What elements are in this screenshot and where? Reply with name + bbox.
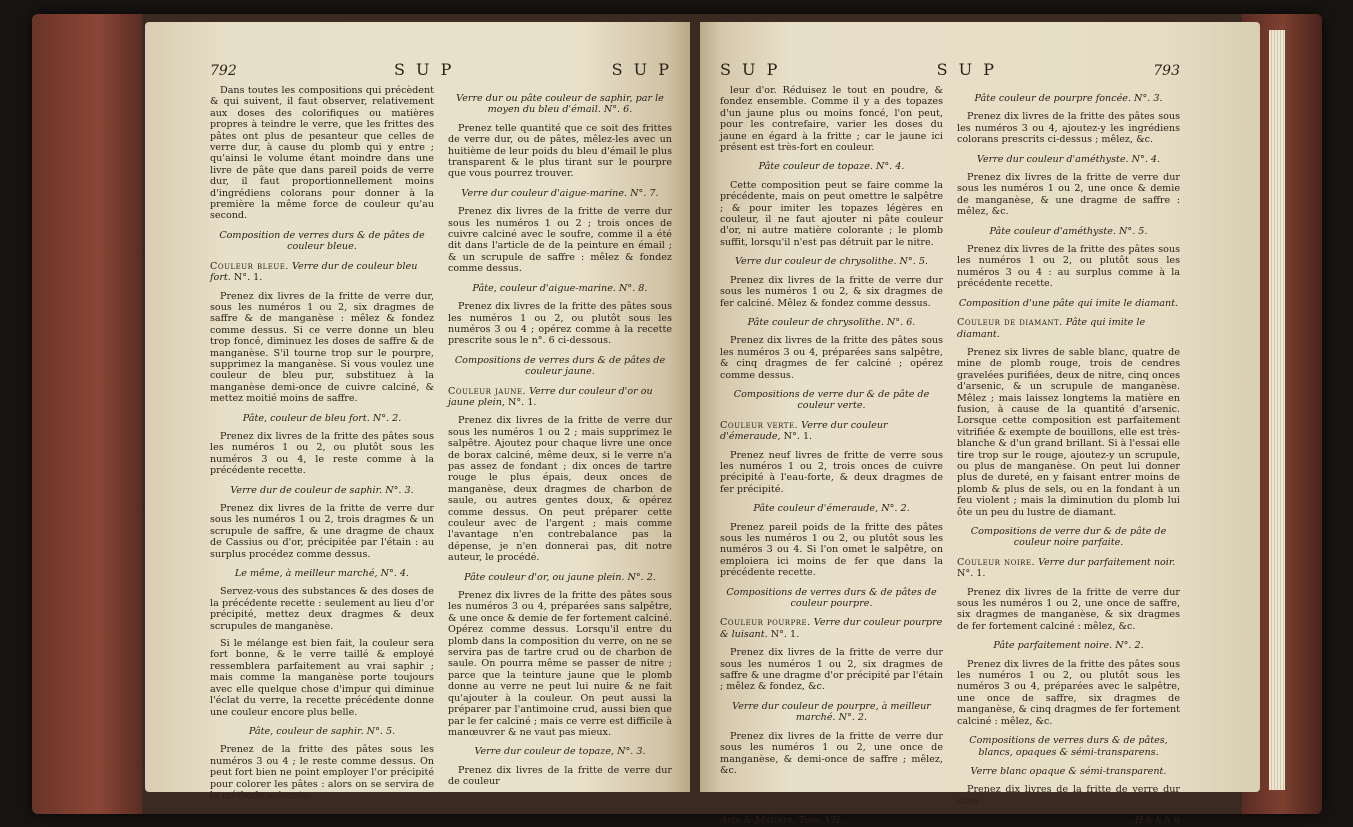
- paragraph: Prenez six livres de sable blanc, quatre de mine de plomb rouge, trois de cendres gravelées purifiées, deux de nitre, cinq onces d'arsenic, & un scrupule de manganèse. Mêlez ; mais laissez longtems la matière en fusion, à cause de la quantité d'arsenic. Lorsque cette composition est parfaitement vitrifiée & exempte de bouillons, elle est très-blanche & d'un grand brillant. Si à l'essai elle tire trop sur le rouge, ajoutez-y un scrupule, ou plus de manganèse. On peut lui donner plus de dureté, en y faisant entrer moins de plomb & plus de sels, ou en la fondant à un feu violent ; mais la diminution du plomb lui ôte un peu du lustre de diamant.: [957, 346, 1180, 518]
- paragraph: Prenez dix livres de la fritte de verre dur sous les numéros 1 ou 2 ; mais supprimez le salpêtre. Ajoutez pour chaque livre une once de borax calciné, même deux, si le verre n'a pas assez de fondant ; dix onces de tartre rouge le plus épais, deux onces de manganèse, deux dragmes de charbon de saule, ou autres gentes doux, & opérez comme dessus. On peut préparer cette couleur avec de l'argent ; mais comme l'avantage n'en contrebalance pas la dépense, je n'en donnerai pas, dit notre auteur, le procédé.: [448, 415, 672, 564]
- paragraph: Prenez dix livres de la fritte des pâtes sous les numéros 1 ou 2, ou plutôt sous les numéros 3 ou 4, le reste comme à la précédente recette.: [210, 430, 434, 477]
- page-edges: [1269, 30, 1285, 790]
- paragraph: Prenez dix livres de la fritte des pâtes sous les numéros 3 ou 4, préparées sans salpêtre, & une once & demie de fer fortement calciné. Opérez comme dessus. Lorsqu'il entre du plomb dans la composition du verre, on ne se servira pas de tartre crud ou de charbon de saule. On pourra même se passer de nitre ; parce que la teinture jaune que le plomb donne au verre ne peut lui nuire & ne fait qu'ajouter à la couleur. On peut aussi la préparer par l'antimoine crud, aussi bien que par le fer calciné ; mais ce verre est difficile à manœuvrer & ne vaut pas mieux.: [448, 590, 672, 738]
- colour-heading-title: Pâte qui imite le diamant.: [957, 317, 1146, 340]
- section-heading: Pâte couleur d'émeraude, N°. 2.: [753, 503, 910, 515]
- colour-heading: [720, 617, 943, 640]
- colour-heading-number: N°. 1.: [957, 568, 986, 580]
- colour-heading-number: N°. 1.: [770, 628, 800, 640]
- section-heading: Pâte, couleur de bleu fort. N°. 2.: [242, 412, 402, 424]
- colour-heading: [448, 386, 672, 409]
- paragraph: Prenez dix livres de la fritte de verre dur sous les numéros 1 ou 2, une once & demie de manganèse, & une dragme de saffre : mêlez, &c.: [957, 172, 1180, 218]
- footer-signature-right: H h h h h: [1134, 815, 1180, 827]
- paragraph: Prenez dix livres de la fritte de verre dur de couleur: [448, 764, 672, 788]
- colour-heading-title: Verre dur couleur d'émeraude,: [720, 419, 888, 443]
- section-heading: Verre dur ou pâte couleur de saphir, par le moyen du bleu d'émail. N°. 6.: [456, 93, 664, 116]
- left-running-head-title-2: S U P: [611, 60, 672, 79]
- section-heading: Le même, à meilleur marché, N°. 4.: [234, 568, 410, 580]
- colour-heading-caps: Couleur verte.: [720, 419, 799, 431]
- right-running-head-title-2: S U P: [936, 60, 998, 79]
- section-heading: Verre dur couleur de chrysolithe. N°. 5.: [735, 256, 928, 268]
- section-heading: Verre blanc opaque & sémi-transparent.: [970, 765, 1167, 777]
- paragraph: Prenez dix livres de la fritte des pâtes sous les numéros 1 ou 2, ou plutôt sous les numéros 3 ou 4 ; opérez comme à la recette prescrite sous le n°. 6 ci-dessous.: [448, 301, 672, 347]
- paragraph: Prenez dix livres de la fritte de verre dur sous les numéros 1 ou 2, six dragmes de saffre & une dragme d'or précipité par l'étain ; mêlez & fondez, &c.: [720, 647, 943, 693]
- section-heading: Composition de verres durs & de pâtes de couleur bleue.: [219, 229, 425, 253]
- paragraph: Prenez dix livres de la fritte de verre dur sous les numéros 1 ou 2, trois dragmes & un scrupule de saffre, & une dragme de chaux de Cassius ou d'or, précipitée par l'étain : au surplus procédez comme dessus.: [210, 503, 434, 560]
- left-page: [145, 22, 690, 801]
- section-heading: Compositions de verres durs & de pâtes de couleur pourpre.: [726, 586, 937, 610]
- section-heading: Verre dur couleur de topaze, N°. 3.: [474, 746, 646, 758]
- colour-heading: [720, 420, 943, 443]
- footer-signature-left: Arts & Métiers. Tom. VII.: [720, 815, 843, 827]
- section-heading: Pâte couleur de pourpre foncée. N°. 3.: [974, 93, 1163, 104]
- paragraph: Prenez de la fritte des pâtes sous les numéros 3 ou 4 ; le reste comme dessus. On peut fort bien ne point employer l'or précipité pour colorer les pâtes : alors on se servira de la méthode suivante.: [210, 744, 435, 801]
- colour-heading-number: N°. 1.: [783, 431, 813, 443]
- paragraph: Prenez dix livres de la fritte de verre dur sous les numéros 1 ou 2, & six dragmes de fer calciné. Mêlez & fondez comme dessus.: [720, 274, 943, 309]
- section-heading: Compositions de verres durs & de pâtes, blancs, opaques & sémi-transparens.: [969, 735, 1168, 758]
- paragraph: Prenez dix livres de la fritte de verre dur sous: [957, 784, 1180, 807]
- colour-heading-title: Verre dur parfaitement noir.: [1038, 556, 1176, 568]
- section-heading: Compositions de verres durs & de pâtes de couleur jaune.: [454, 354, 666, 378]
- paragraph: Prenez dix livres de la fritte de verre dur sous les numéros 1 ou 2, une once de saffre, six dragmes de manganèse, & six dragmes de fer fortement calciné : mêlez, &c.: [957, 586, 1180, 632]
- section-heading: Pâte couleur d'or, ou jaune plein. N°. 2.: [464, 571, 656, 583]
- colour-heading-title: Verre dur de couleur bleu fort.: [210, 260, 418, 284]
- paragraph: Prenez dix livres de la fritte de verre dur sous les numéros 1 ou 2 ; trois onces de cuivre calciné avec le soufre, comme il a été dit dans l'article de de la peinture en émail ; & un scrupule de saffre : mêlez & fondez comme dessus.: [448, 206, 672, 275]
- colour-heading-caps: Couleur bleue.: [210, 260, 289, 272]
- paragraph: Prenez dix livres de la fritte de verre dur sous les numéros 1 ou 2, une once de manganèse, & demi-once de saffre ; mêlez, &c.: [720, 730, 943, 776]
- section-heading: Pâte parfaitement noire. N°. 2.: [993, 640, 1144, 652]
- colour-heading-title: Verre dur couleur pourpre & luisant.: [720, 617, 943, 640]
- paragraph: Prenez dix livres de la fritte de verre dur, sous les numéros 1 ou 2, six dragmes de saffre & de manganèse : mêlez & fondez comme dessus. Si ce verre donne un bleu trop foncé, diminuez les doses de saffre & de manganèse. S'il tourne trop sur le pourpre, supprimez la manganèse. Si vous voulez une couleur de bleu pur, substituez à la manganèse demi-once de cuivre calciné, & mettez moitié moins de saffre.: [210, 290, 434, 405]
- left-running-head: [210, 60, 672, 79]
- left-column-2: [448, 85, 672, 807]
- paragraph: Prenez telle quantité que ce soit des frittes de verre dur, ou de pâtes, mêlez-les avec un huitième de leur poids du bleu d'émail le plus transparent & le plus tirant sur le pourpre que vous pourrez trouver.: [448, 122, 672, 180]
- section-heading: Verre dur couleur d'aigue-marine. N°. 7.: [461, 187, 659, 199]
- paragraph: Si le mélange est bien fait, la couleur sera fort bonne, & le verre taillé & employé ressemblera parfaitement au vrai saphir ; mais comme la manganèse porte toujours avec elle quelque chose d'impur qui diminue l'éclat du verre, la recette précédente donne une couleur encore plus belle.: [210, 638, 434, 718]
- paragraph: Prenez dix livres de la fritte des pâtes sous les numéros 1 ou 2, ou plutôt sous les numéros 3 ou 4, préparées avec le salpêtre, une once de saffre, six dragmes de manganèse, & cinq dragmes de fer fortement calciné : mêlez, &c.: [957, 658, 1180, 727]
- paragraph: leur d'or. Réduisez le tout en poudre, & fondez ensemble. Comme il y a des topazes d'un jaune plus ou moins foncé, l'on peut, pour les contrefaire, varier les doses du jaune en égard à la fritte ; car le jaune ici présent est très-fort en couleur.: [720, 85, 943, 154]
- section-heading: Pâte, couleur de saphir. N°. 5.: [248, 725, 396, 737]
- paragraph: Prenez dix livres de la fritte des pâtes sous les numéros 1 ou 2, ou plutôt sous les numéros 3 ou 4 : au surplus comme à la précédente recette.: [957, 244, 1180, 290]
- colour-heading-caps: Couleur jaune.: [448, 385, 527, 397]
- section-heading: Pâte couleur de chrysolithe. N°. 6.: [747, 316, 916, 328]
- colour-heading-title: Verre dur couleur d'or ou jaune plein,: [448, 385, 653, 408]
- colour-heading-caps: Couleur pourpre.: [720, 617, 811, 629]
- paragraph: Cette composition peut se faire comme la précédente, mais on peut omettre le salpêtre ; & pour imiter les topazes légères en couleur, il ne faut ajouter ni pâte couleur d'or, ni autre matière colorante ; le plomb suffit, lorsqu'il n'est pas détruit par le nitre.: [720, 179, 943, 248]
- right-running-head-title: S U P: [720, 60, 781, 79]
- colour-heading-caps: Couleur noire.: [957, 556, 1036, 568]
- right-column-1: [720, 85, 943, 813]
- colour-heading-caps: Couleur de diamant.: [957, 317, 1063, 329]
- colour-heading-number: N°. 1.: [508, 396, 537, 408]
- section-heading: Pâte couleur d'améthyste. N°. 5.: [989, 225, 1148, 237]
- section-heading: Composition d'une pâte qui imite le diamant.: [958, 297, 1179, 309]
- right-page: [700, 22, 1260, 827]
- paragraph: Prenez pareil poids de la fritte des pâtes sous les numéros 1 ou 2, ou plutôt sous les numéros 3 ou 4. Si l'on omet le salpêtre, on emploiera ici moins de fer que dans la précédente recette.: [720, 521, 943, 579]
- section-heading: Pâte, couleur d'aigue-marine. N°. 8.: [472, 282, 648, 294]
- right-column-2: [957, 85, 1180, 813]
- section-heading: Verre dur couleur de pourpre, à meilleur marché. N°. 2.: [732, 700, 931, 724]
- section-heading: Compositions de verre dur & de pâte de couleur verte.: [733, 388, 930, 412]
- paragraph: Prenez neuf livres de fritte de verre sous les numéros 1 ou 2, trois onces de cuivre précipité à l'eau-forte, & deux dragmes de fer précipité.: [720, 449, 943, 495]
- section-heading: Verre dur de couleur de saphir. N°. 3.: [230, 484, 414, 496]
- paragraph: Prenez dix livres de la fritte des pâtes sous les numéros 3 ou 4, ajoutez-y les ingrédiens colorans prescrits ci-dessus ; mêlez, &c.: [957, 111, 1180, 146]
- paragraph: Dans toutes les compositions qui précèdent & qui suivent, il faut observer, relativement aux doses des colorifiques ou matières propres à teindre le verre, que les frittes des pâtes ont plus de pesanteur que celles de verre dur, à cause du plomb qui y entre ; qu'ainsi le volume étant moindre dans une livre de pâte que dans pareil poids de verre dur, il faut proportionnellement moins d'ingrédiens colorans pour donner à la première la même force de couleur qu'au second.: [210, 85, 434, 222]
- section-heading: Compositions de verre dur & de pâte de couleur noire parfaite.: [970, 526, 1167, 549]
- page-footer: [720, 815, 1180, 826]
- left-page-number: 792: [210, 63, 237, 79]
- right-running-head: [720, 60, 1180, 79]
- section-heading: Verre dur couleur d'améthyste. N°. 4.: [976, 153, 1161, 165]
- left-running-head-title: S U P: [393, 60, 455, 79]
- colour-heading: [957, 557, 1180, 580]
- colour-heading-number: N°. 1.: [233, 272, 263, 284]
- paragraph: Prenez dix livres de la fritte des pâtes sous les numéros 3 ou 4, préparées sans salpêtre, & cinq dragmes de fer calciné ; opérez comme dessus.: [720, 335, 943, 381]
- paragraph: Servez-vous des substances & des doses de la précédente recette : seulement au lieu d'or précipité, mettez deux dragmes & deux scrupules de manganèse.: [210, 586, 434, 632]
- left-column-1: [210, 85, 434, 807]
- colour-heading: [210, 261, 434, 284]
- colour-heading: [957, 317, 1180, 340]
- section-heading: Pâte couleur de topaze. N°. 4.: [758, 161, 905, 173]
- right-page-number: 793: [1153, 63, 1180, 79]
